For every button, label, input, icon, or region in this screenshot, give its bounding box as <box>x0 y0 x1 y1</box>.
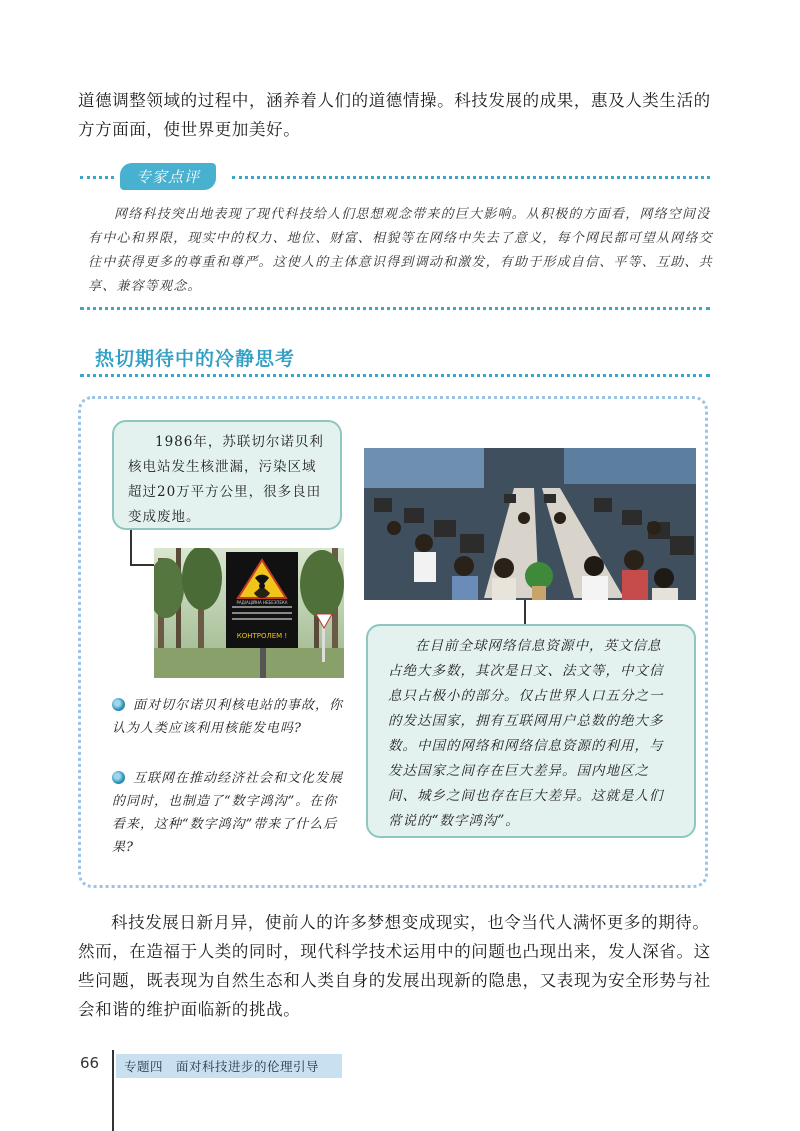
chernobyl-photo <box>154 548 344 678</box>
chernobyl-bubble <box>112 420 342 530</box>
connector-line <box>524 600 526 624</box>
sign-text: КОНТРОЛЕМ ! <box>236 632 288 640</box>
footer-chapter: 专题四 面对科技进步的伦理引导 <box>116 1054 342 1078</box>
chernobyl-bubble-text: 1986年，苏联切尔诺贝利核电站发生核泄漏，污染区域超过20万平方公里，很多良田变成废地。 <box>128 434 324 525</box>
question-1-text: 面对切尔诺贝利核电站的事故，你认为人类应该利用核能发电吗? <box>112 698 344 736</box>
top-paragraph: 道德调整领域的过程中，涵养着人们的道德情操。科技发展的成果，惠及人类生活的方方面面，使世界更加美好。 <box>78 91 711 139</box>
bottom-paragraph: 科技发展日新月异，使前人的许多梦想变成现实，也令当代人满怀更多的期待。然而，在造福于人类的同时，现代科学技术运用中的问题也凸现出来，发人深省。这些问题，既表现为自然生态和人类自身的发展出现新的隐患，又表现为安全形势与社会和谐的维护面临新的挑战。 <box>78 913 711 1019</box>
expert-dots-right <box>232 176 710 179</box>
page-number: 66 <box>80 1054 100 1072</box>
question-2-text: 互联网在推动经济社会和文化发展的同时，也制造了“数字鸿沟”。在你看来，这种“数字鸿沟”带来了什么后果? <box>112 771 344 855</box>
expert-review-label: 专家点评 <box>120 163 216 190</box>
expert-review-text: 网络科技突出地表现了现代科技给人们思想观念带来的巨大影响。从积极的方面看，网络空间没有中心和界限，现实中的权力、地位、财富、相貌等在网络中失去了意义，每个网民都可望从网络交往中获得更多的尊重和尊严。这使人的主体意识得到调动和激发，有助于形成自信、平等、互助、共享、兼容等观念。 <box>88 207 713 294</box>
section-title: 热切期待中的冷静思考 <box>95 348 296 370</box>
sign-small-text: РАДІАЦІЙНА НЕБЕЗПЕКА <box>236 600 288 605</box>
chernobyl-photo-drawing <box>154 548 344 678</box>
expert-divider <box>80 307 710 310</box>
internet-cafe-photo <box>364 448 696 600</box>
question-1 <box>112 694 350 740</box>
question-bullet-icon <box>112 771 125 784</box>
internet-bubble-text: 在目前全球网络信息资源中，英文信息占绝大多数，其次是日文、法文等，中文信息只占极小的部分。仅占世界人口五分之一的发达国家，拥有互联网用户总数的绝大多数。中国的网络和网络信息资源的利用，与发达国家之间存在巨大差异。国内地区之间、城乡之间也存在巨大差异。这就是人们常说的“数字鸿沟”。 <box>388 638 664 829</box>
footer-rule <box>112 1050 114 1131</box>
section-title-underline <box>80 374 710 377</box>
connector-line <box>130 530 132 566</box>
internet-bubble <box>366 624 696 838</box>
question-bullet-icon <box>112 698 125 711</box>
question-2 <box>112 767 350 859</box>
internet-cafe-drawing <box>364 448 696 600</box>
expert-dots-left <box>80 176 114 179</box>
connector-line <box>130 564 154 566</box>
